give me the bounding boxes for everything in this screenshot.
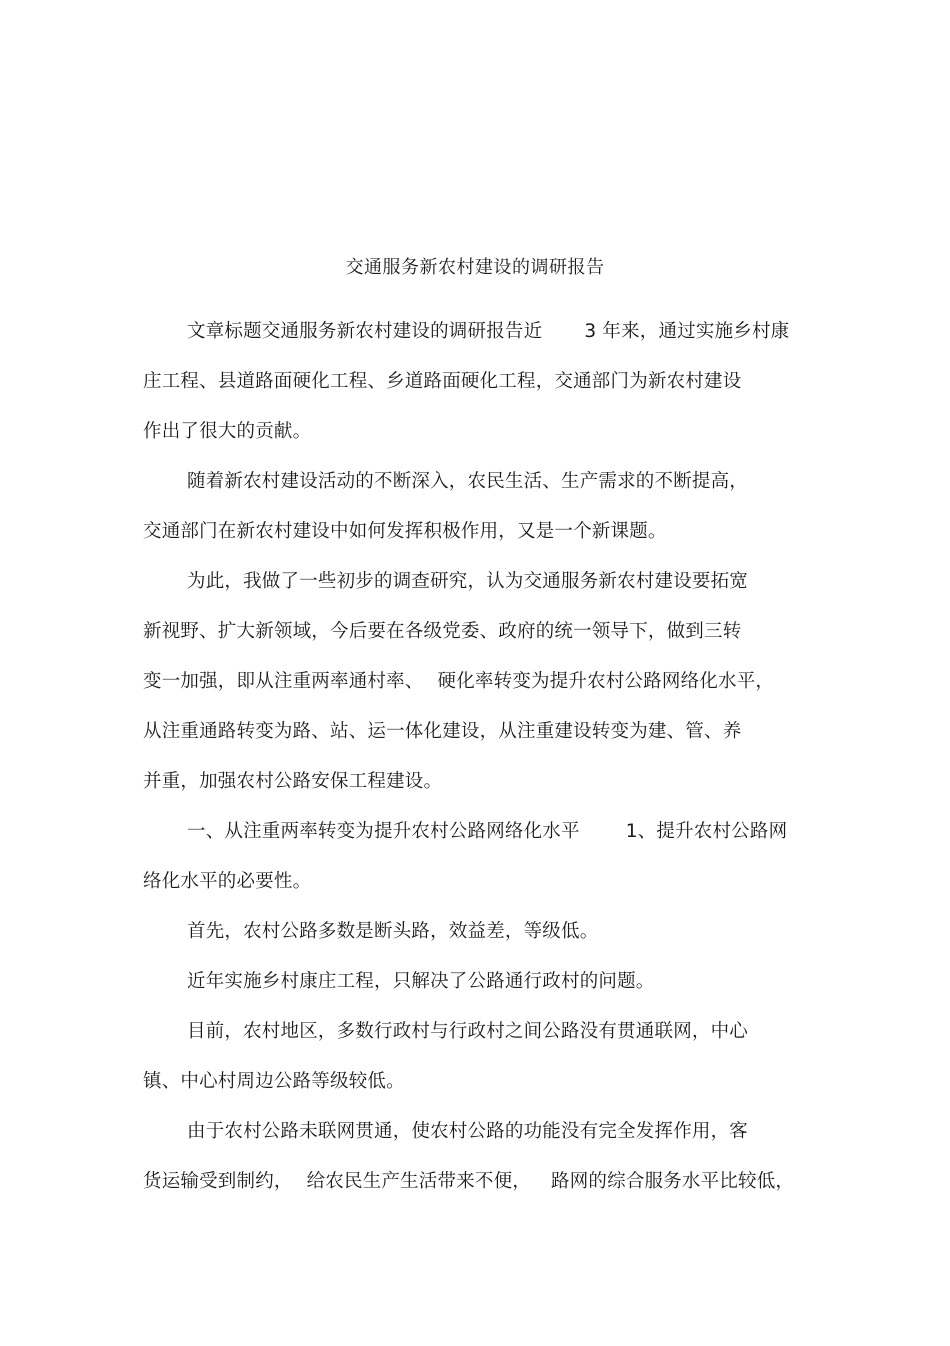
text-line: 随着新农村建设活动的不断深入，农民生活、生产需求的不断提高， xyxy=(187,471,749,492)
text-line: 交通部门在新农村建设中如何发挥积极作用，又是一个新课题。 xyxy=(143,521,667,542)
text-line: 变一加强，即从注重两率通村率、 硬化率转变为提升农村公路网络化水平， xyxy=(143,671,775,692)
text-line: 目前，农村地区，多数行政村与行政村之间公路没有贯通联网，中心 xyxy=(187,1021,749,1042)
text-line: 庄工程、县道路面硬化工程、乡道路面硬化工程，交通部门为新农村建设 xyxy=(143,371,742,392)
text-line: 由于农村公路未联网贯通，使农村公路的功能没有完全发挥作用，客 xyxy=(187,1121,749,1142)
text-line: 镇、中心村周边公路等级较低。 xyxy=(143,1071,405,1092)
text-line: 一、从注重两率转变为提升农村公路网络化水平 1、提升农村公路网 xyxy=(187,821,788,842)
text-line: 从注重通路转变为路、站、运一体化建设，从注重建设转变为建、管、养 xyxy=(143,721,742,742)
text-line: 货运输受到制约， 给农民生产生活带来不便， 路网的综合服务水平比较低， xyxy=(143,1171,795,1192)
text-line: 近年实施乡村康庄工程，只解决了公路通行政村的问题。 xyxy=(187,971,655,992)
text-line: 并重，加强农村公路安保工程建设。 xyxy=(143,771,443,792)
text-line: 络化水平的必要性。 xyxy=(143,871,312,892)
text-line: 新视野、扩大新领域，今后要在各级党委、政府的统一领导下，做到三转 xyxy=(143,621,742,642)
text-line: 作出了很大的贡献。 xyxy=(143,421,312,442)
text-line: 文章标题交通服务新农村建设的调研报告近 3 年来，通过实施乡村康 xyxy=(187,321,790,342)
text-line: 为此，我做了一些初步的调查研究，认为交通服务新农村建设要拓宽 xyxy=(187,571,749,592)
document-title: 交通服务新农村建设的调研报告 xyxy=(345,257,605,278)
text-line: 首先，农村公路多数是断头路，效益差，等级低。 xyxy=(187,921,599,942)
